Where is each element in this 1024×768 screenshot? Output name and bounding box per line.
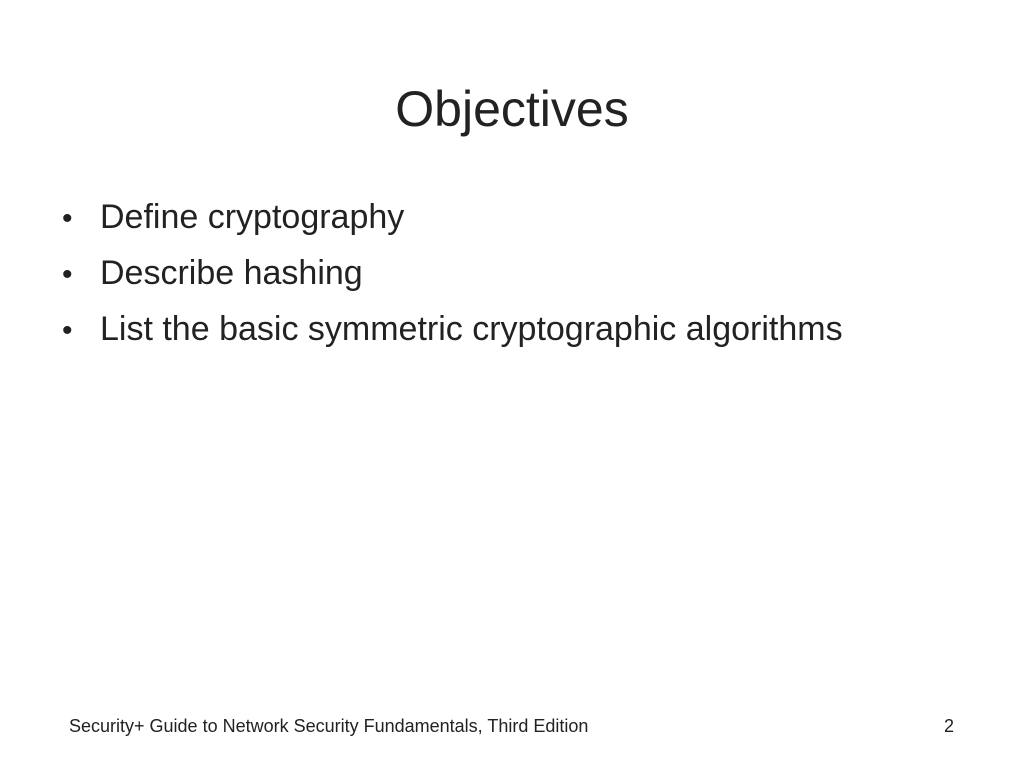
bullet-icon: • — [62, 258, 73, 291]
bullet-item — [62, 246, 962, 302]
bullet-icon: • — [62, 202, 73, 235]
bullet-icon: • — [62, 314, 73, 347]
bullet-text: Describe hashing — [100, 254, 363, 292]
slide-title: Objectives — [395, 81, 629, 137]
bullet-text: Define cryptography — [100, 198, 405, 236]
bullet-list — [62, 190, 962, 358]
bullet-item — [62, 190, 962, 246]
page-number: 2 — [943, 716, 954, 736]
footer-text: Security+ Guide to Network Security Fundamentals, Third Edition — [69, 716, 589, 736]
bullet-item — [62, 302, 962, 358]
bullet-text: List the basic symmetric cryptographic algorithms — [100, 310, 843, 348]
